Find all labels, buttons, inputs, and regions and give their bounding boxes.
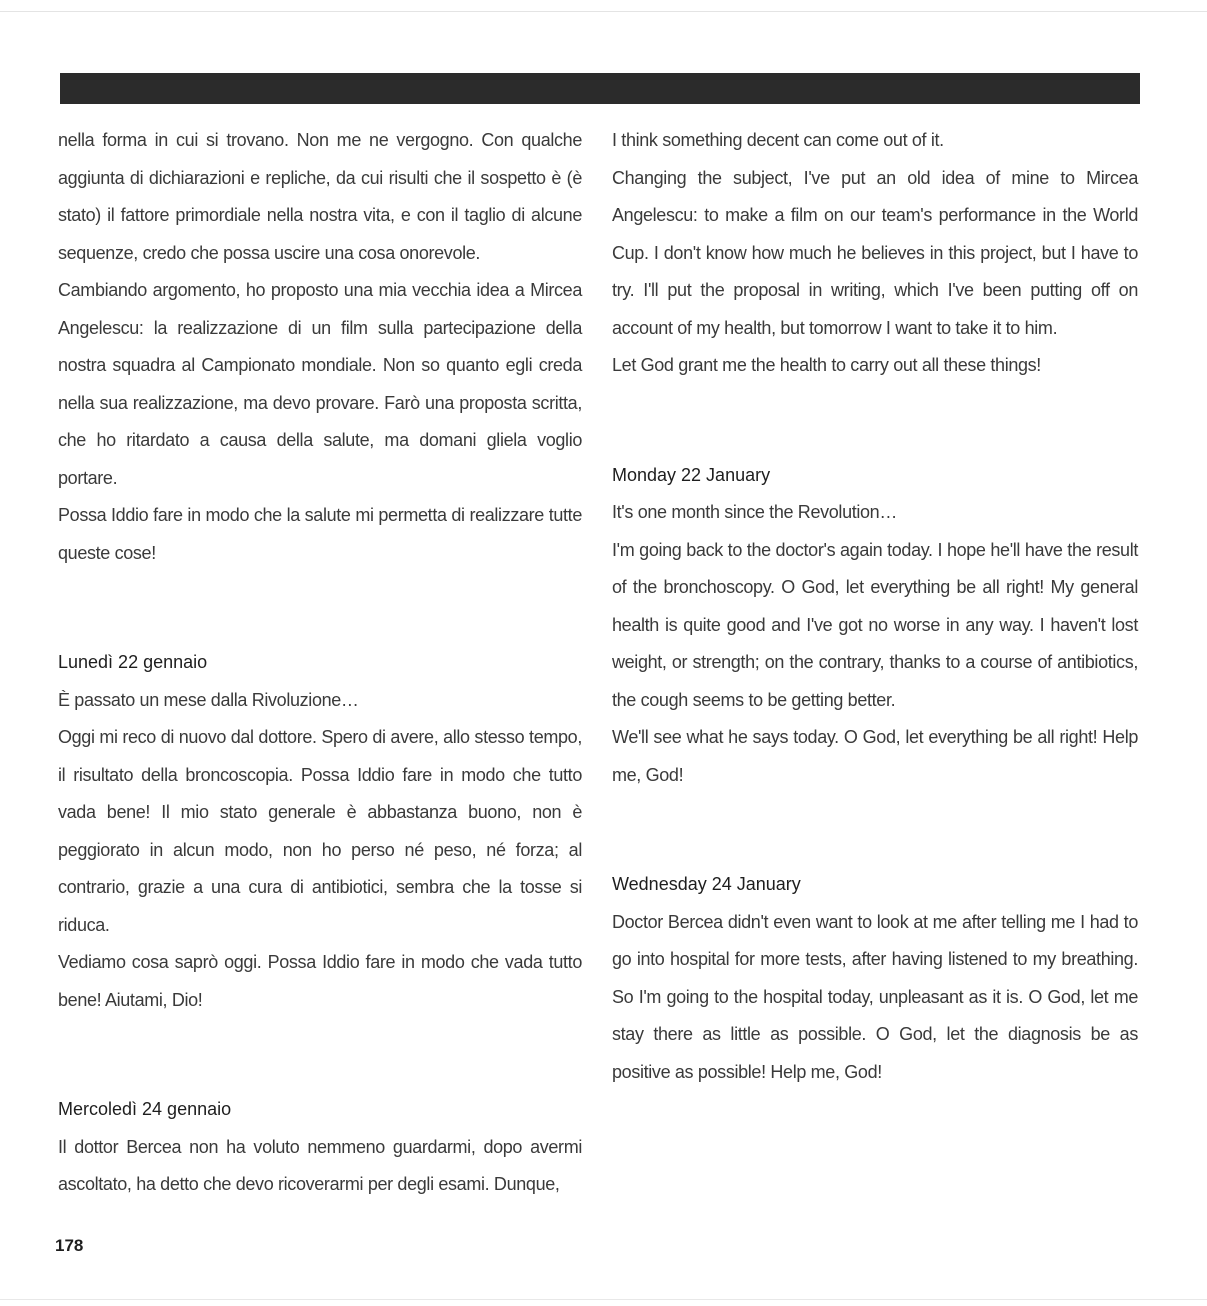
italian-paragraph: Vediamo cosa saprò oggi. Possa Iddio fare in modo che vada tutto bene! Aiutami, Dio!: [58, 952, 582, 1010]
english-paragraph: Changing the subject, I've put an old idea of mine to Mircea Angelescu: to make a film on our team's performance in the World Cup. I don't know how much he believes in this project, but I have to try. I'll put the proposal in writing, which I've been putting off on account of my health, but tomorrow I want to take it to him.: [612, 167, 1138, 338]
top-rule: [0, 11, 1207, 12]
italian-paragraph: Cambiando argomento, ho proposto una mia vecchia idea a Mircea Angelescu: la realizzazione di un film sulla partecipazione della nostra squadra al Campionato mondiale. Non so quanto egli creda nella sua realizzazione, ma devo provare. Farò una proposta scritta, che ho ritardato a causa della salute, ma domani gliela voglio portare.: [58, 280, 582, 488]
italian-paragraph: Oggi mi reco di nuovo dal dottore. Spero di avere, allo stesso tempo, il risultato della broncoscopia. Possa Iddio fare in modo che tutto vada bene! Il mio stato generale è abbastanza buono, non è peggiorato in alcun modo, non ho perso né peso, né forza; al contrario, grazie a una cura di antibiotici, sembra che la tosse si riduca.: [58, 727, 582, 935]
english-column: [612, 122, 1138, 1091]
page-number: 178: [55, 1236, 84, 1255]
header-bar: [60, 73, 1140, 104]
italian-paragraph: È passato un mese dalla Rivoluzione…: [58, 689, 359, 710]
italian-paragraph: Il dottor Bercea non ha voluto nemmeno guardarmi, dopo avermi ascoltato, ha detto che devo ricoverarmi per degli esami. Dunque,: [58, 1136, 582, 1194]
bottom-rule: [0, 1299, 1207, 1300]
english-paragraph: I think something decent can come out of it.: [612, 130, 944, 150]
italian-entry-heading: Lunedì 22 gennaio: [58, 652, 208, 672]
english-paragraph: Doctor Bercea didn't even want to look at me after telling me I had to go into hospital for more tests, after having listened to my breathing. So I'm going to the hospital today, unpleasant as it is. O God, let me stay there as little as possible. O God, let the diagnosis be as positive as possible! Help me, God!: [612, 911, 1138, 1082]
english-paragraph: We'll see what he says today. O God, let everything be all right! Help me, God!: [612, 727, 1138, 785]
italian-column: [58, 122, 582, 1204]
english-paragraph: It's one month since the Revolution…: [612, 502, 897, 522]
english-paragraph: I'm going back to the doctor's again today. I hope he'll have the result of the bronchoscopy. O God, let everything be all right! My general health is quite good and I've got no worse in any way. I haven't lost weight, or strength; on the contrary, thanks to a course of antibiotics, the cough seems to be getting better.: [612, 539, 1138, 710]
english-entry-heading: Monday 22 January: [612, 464, 771, 485]
english-paragraph: Let God grant me the health to carry out all these things!: [612, 355, 1041, 375]
italian-entry-heading: Mercoledì 24 gennaio: [58, 1099, 232, 1119]
english-entry-heading: Wednesday 24 January: [612, 874, 801, 894]
italian-paragraph: nella forma in cui si trovano. Non me ne vergogno. Con qualche aggiunta di dichiarazioni e repliche, da cui risulti che il sospetto è (è stato) il fattore primordiale nella nostra vita, e con il taglio di alcune sequenze, credo che possa uscire una cosa onorevole.: [58, 130, 582, 263]
italian-paragraph: Possa Iddio fare in modo che la salute mi permetta di realizzare tutte queste cose!: [58, 505, 582, 563]
